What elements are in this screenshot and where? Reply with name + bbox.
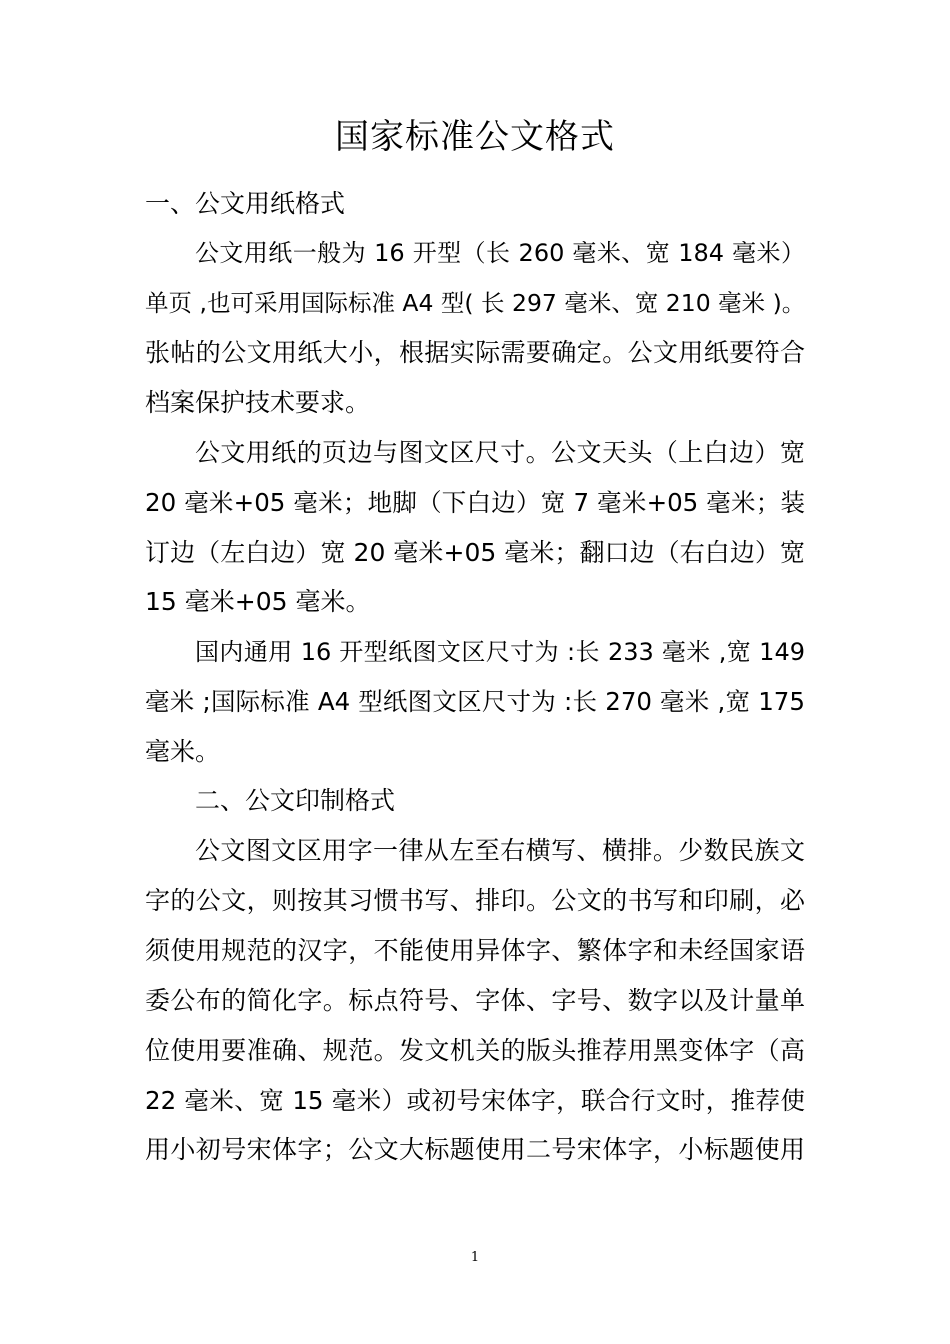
paragraph-line: 20 毫米+05 毫米；地脚（下白边）宽 7 毫米+05 毫米；装 — [145, 488, 805, 517]
paragraph-line: 位使用要准确、规范。发文机关的版头推荐用黑变体字（高 — [145, 1036, 805, 1065]
paragraph-line: 国内通用 16 开型纸图文区尺寸为 :长 233 毫米 ,宽 149 — [195, 638, 805, 666]
paragraph-line: 15 毫米+05 毫米。 — [145, 587, 371, 616]
paragraph-line: 委公布的简化字。标点符号、字体、字号、数字以及计量单 — [145, 986, 805, 1015]
paragraph-line: 用小初号宋体字；公文大标题使用二号宋体字，小标题使用 — [145, 1135, 805, 1164]
paragraph-line: 档案保护技术要求。 — [145, 388, 371, 417]
paragraph-line: 须使用规范的汉字，不能使用异体字、繁体字和未经国家语 — [145, 936, 805, 965]
paragraph-line: 张帖的公文用纸大小，根据实际需要确定。公文用纸要符合 — [145, 338, 805, 367]
paragraph-line: 公文用纸一般为 16 开型（长 260 毫米、宽 184 毫米） — [195, 239, 805, 267]
document-title: 国家标准公文格式 — [335, 117, 615, 157]
paragraph-line: 毫米 ;国际标准 A4 型纸图文区尺寸为 :长 270 毫米 ,宽 175 — [145, 687, 805, 716]
page-number: 1 — [470, 1250, 480, 1265]
paragraph-line: 公文用纸的页边与图文区尺寸。公文天头（上白边）宽 — [195, 438, 805, 467]
paragraph-line: 单页 ,也可采用国际标准 A4 型( 长 297 毫米、宽 210 毫米 )。 — [145, 289, 806, 317]
section-heading-print-format: 二、公文印制格式 — [195, 786, 396, 815]
paragraph-line: 22 毫米、宽 15 毫米）或初号宋体字，联合行文时，推荐使 — [145, 1086, 805, 1115]
section-heading-paper-format: 一、公文用纸格式 — [145, 189, 346, 218]
paragraph-line: 毫米。 — [145, 737, 221, 766]
paragraph-line: 字的公文，则按其习惯书写、排印。公文的书写和印刷，必 — [145, 886, 805, 915]
paragraph-line: 公文图文区用字一律从左至右横写、横排。少数民族文 — [195, 836, 805, 865]
paragraph-line: 订边（左白边）宽 20 毫米+05 毫米；翻口边（右白边）宽 — [145, 538, 805, 567]
